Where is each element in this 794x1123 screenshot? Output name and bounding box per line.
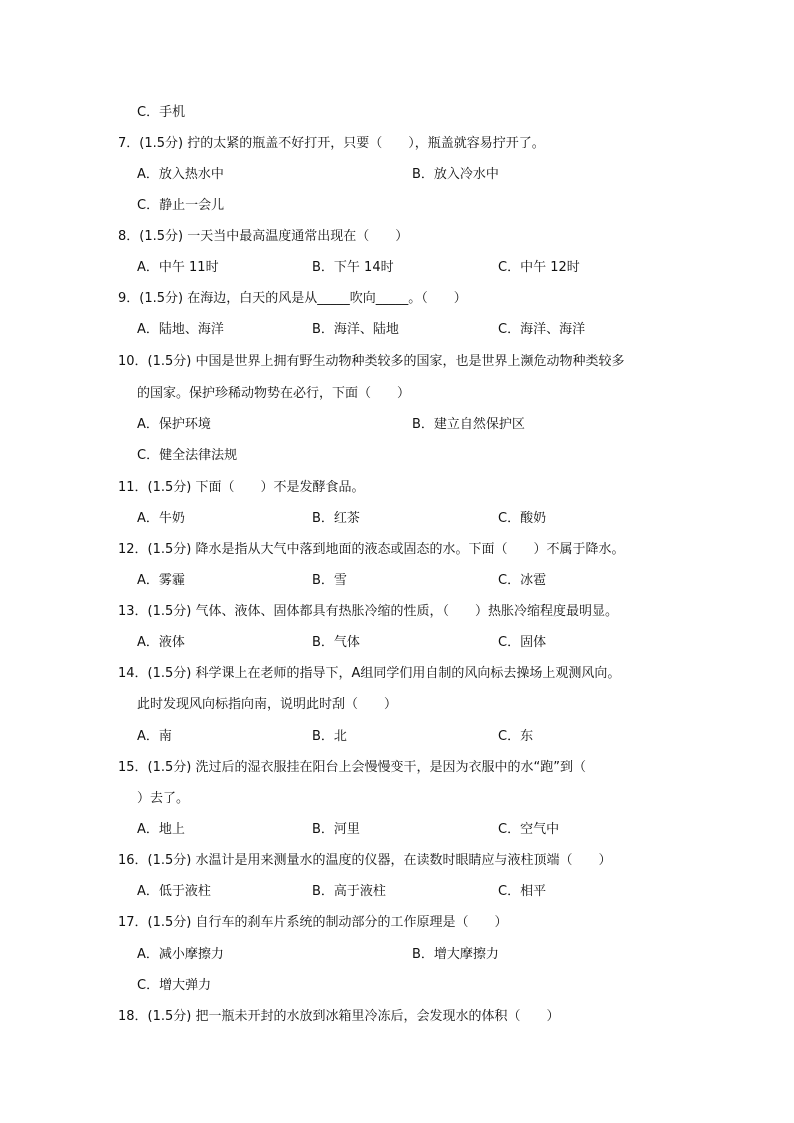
answer-option: C．东	[498, 729, 534, 744]
question-stem: 18．(1.5分) 把一瓶未开封的水放到冰箱里冷冻后，会发现水的体积（ ）	[118, 1009, 560, 1024]
answer-option: A．减小摩擦力	[137, 947, 224, 962]
answer-option: A．南	[137, 729, 172, 744]
answer-option: B．河里	[312, 822, 360, 837]
answer-option: C．酸奶	[498, 511, 547, 526]
answer-option: C．空气中	[498, 822, 560, 837]
answer-option: A．液体	[137, 635, 185, 650]
question-stem: 9．(1.5分) 在海边，白天的风是从_____吹向_____。（ ）	[118, 291, 467, 306]
answer-option: B．建立自然保护区	[412, 417, 525, 432]
answer-option: B．气体	[312, 635, 360, 650]
answer-option: B．增大摩擦力	[412, 947, 499, 962]
answer-option: B．红茶	[312, 511, 360, 526]
question-continuation: 此时发现风向标指向南，说明此时刮（ ）	[137, 697, 398, 712]
answer-option: A．牛奶	[137, 511, 185, 526]
question-stem: 7．(1.5分) 拧的太紧的瓶盖不好打开，只要（ ），瓶盖就容易拧开了。	[118, 136, 545, 151]
answer-option: B．下午 14时	[312, 260, 394, 275]
answer-option: B．雪	[312, 573, 347, 588]
answer-option: B．海洋、陆地	[312, 322, 399, 337]
answer-option: C．健全法律法规	[137, 448, 238, 463]
answer-option: C．增大弹力	[137, 978, 212, 993]
question-continuation: ）去了。	[137, 791, 190, 806]
answer-option: C．中午 12时	[498, 260, 580, 275]
answer-option: B．放入冷水中	[412, 167, 499, 182]
question-stem: 10．(1.5分) 中国是世界上拥有野生动物种类较多的国家，也是世界上濒危动物种类较多	[118, 354, 625, 369]
question-stem: 8．(1.5分) 一天当中最高温度通常出现在（ ）	[118, 229, 409, 244]
answer-option: A．保护环境	[137, 417, 211, 432]
question-stem: 15．(1.5分) 洗过后的湿衣服挂在阳台上会慢慢变干，是因为衣服中的水“跑”到（	[118, 760, 586, 775]
question-stem: 17．(1.5分) 自行车的刹车片系统的制动部分的工作原理是（ ）	[118, 915, 508, 930]
answer-option: A．中午 11时	[137, 260, 219, 275]
answer-option: B．北	[312, 729, 347, 744]
question-stem: 13．(1.5分) 气体、液体、固体都具有热胀冷缩的性质，（ ）热胀冷缩程度最明显。	[118, 604, 618, 619]
answer-option: C．静止一会儿	[137, 198, 225, 213]
answer-option: C．手机	[137, 105, 186, 120]
question-stem: 11．(1.5分) 下面（ ）不是发酵食品。	[118, 480, 365, 495]
answer-option: A．雾霾	[137, 573, 185, 588]
answer-option: A．地上	[137, 822, 185, 837]
question-continuation: 的国家。保护珍稀动物势在必行，下面（ ）	[137, 386, 411, 401]
question-stem: 14．(1.5分) 科学课上在老师的指导下，A组同学们用自制的风向标去操场上观测风向。	[118, 666, 621, 681]
answer-option: C．冰雹	[498, 573, 547, 588]
answer-option: A．低于液柱	[137, 884, 211, 899]
answer-option: B．高于液柱	[312, 884, 386, 899]
answer-option: C．相平	[498, 884, 547, 899]
question-stem: 12．(1.5分) 降水是指从大气中落到地面的液态或固态的水。下面（ ）不属于降水。	[118, 542, 625, 557]
answer-option: C．海洋、海洋	[498, 322, 586, 337]
answer-option: C．固体	[498, 635, 547, 650]
answer-option: A．陆地、海洋	[137, 322, 224, 337]
question-stem: 16．(1.5分) 水温计是用来测量水的温度的仪器，在读数时眼睛应与液柱顶端（ ）	[118, 853, 612, 868]
answer-option: A．放入热水中	[137, 167, 224, 182]
